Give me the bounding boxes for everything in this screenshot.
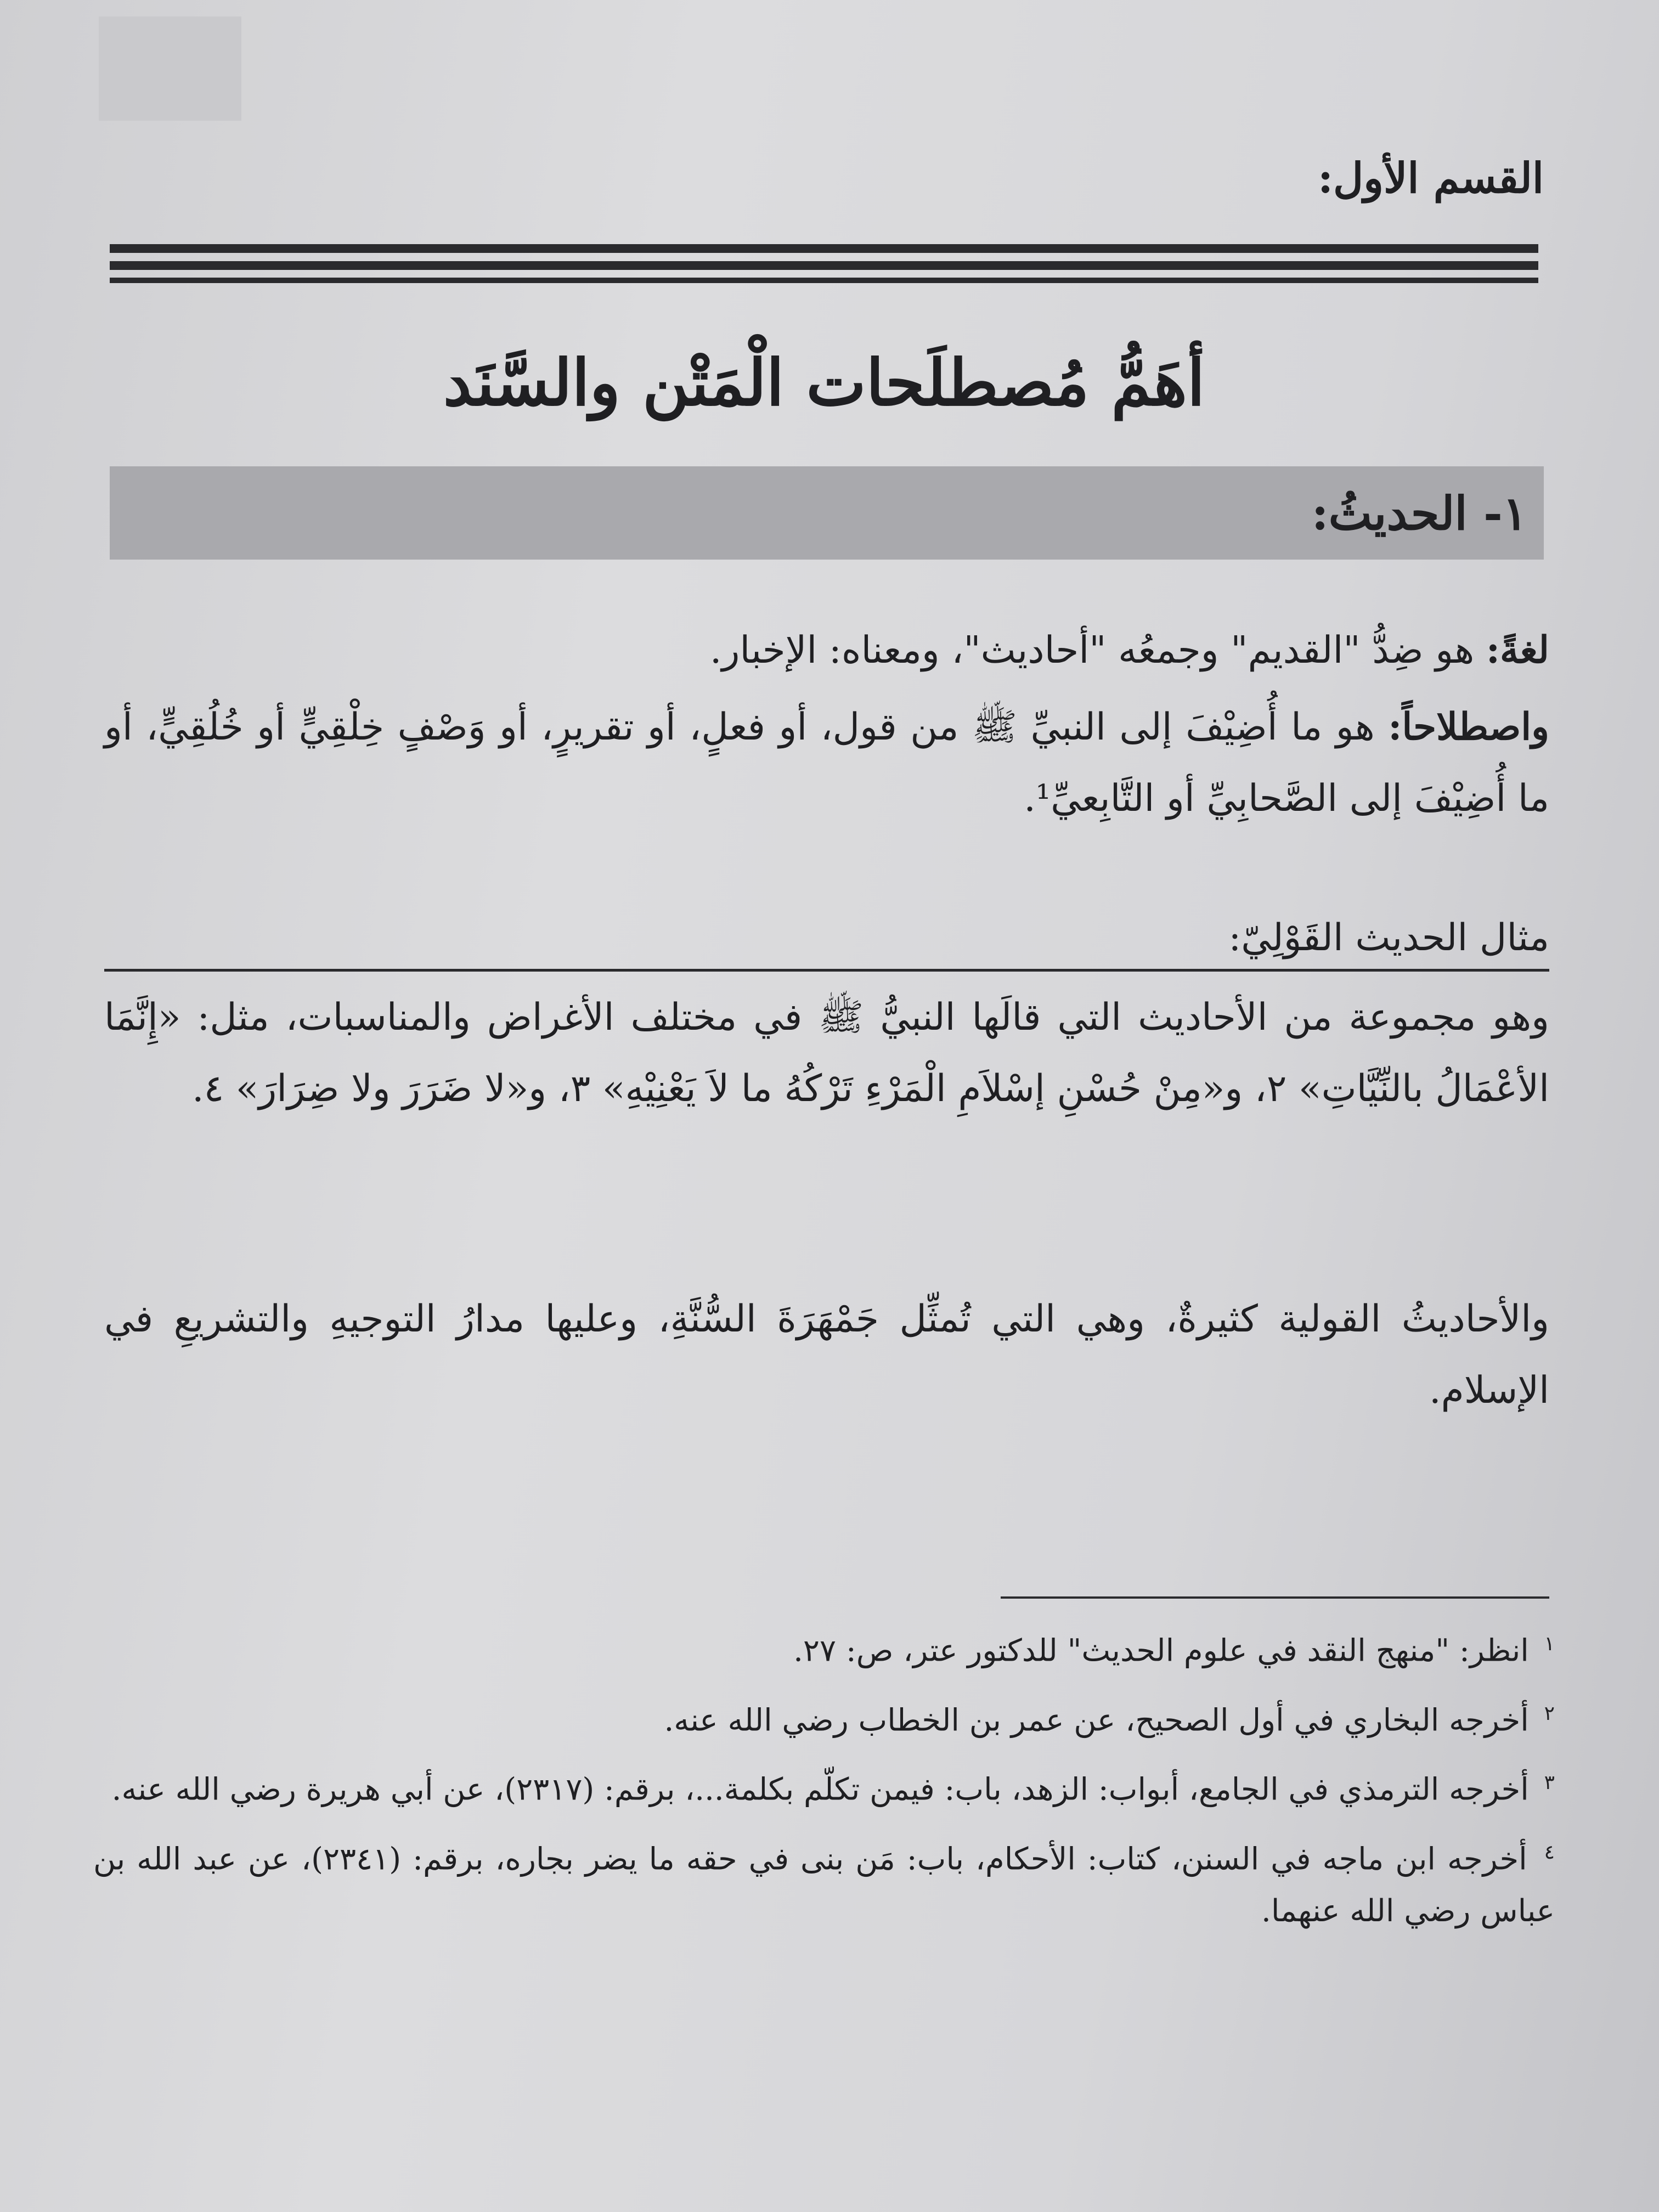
footnote-item — [93, 1618, 1555, 1677]
footnote-item — [93, 1827, 1555, 1937]
example-label: مثال الحديث القَوْلِيّ: — [104, 911, 1549, 972]
lugha-term: لغةً: — [1486, 628, 1549, 672]
qawli-hadith-paragraph: والأحاديثُ القولية كثيرةٌ، وهي التي تُمثِّل جَمْهَرَةَ السُّنَّةِ، وعليها مدارُ التوجيهِ والتشريعِ في الإسلام. — [104, 1297, 1549, 1412]
footnote-text: انظر: "منهج النقد في علوم الحديث" للدكتور عتر، ص: ٢٧. — [793, 1633, 1529, 1669]
lugha-paragraph — [104, 614, 1549, 686]
istilah-paragraph — [104, 691, 1549, 834]
chapter-title: أهَمُّ مُصطلَحات الْمَتْن والسَّنَد — [443, 346, 1205, 420]
footnote-item — [93, 1688, 1555, 1747]
title-rule-middle — [110, 261, 1538, 270]
running-header-block — [99, 16, 241, 121]
subheading: ١- الحديثُ: — [1311, 486, 1527, 540]
istilah-term: واصطلاحاً: — [1388, 705, 1549, 749]
lugha-text: هو ضِدُّ "القديم" وجمعُه "أحاديث"، ومعناه: الإخبار. — [709, 629, 1475, 672]
footnote-number: ٢ — [1544, 1702, 1555, 1725]
footnote-text: أخرجه ابن ماجه في السنن، كتاب: الأحكام، باب: مَن بنى في حقه ما يضر بجاره، برقم: (٢٣٤١)، عن عبد الله بن عباس رضي الله عنهما. — [93, 1841, 1555, 1929]
footnote-separator — [1001, 1596, 1549, 1599]
title-rule-bottom — [110, 278, 1538, 283]
subheading-band — [110, 466, 1544, 560]
footnote-number: ٤ — [1544, 1841, 1555, 1864]
footnote-number: ٣ — [1544, 1771, 1555, 1795]
section-label: القسم الأول: — [1318, 154, 1544, 202]
istilah-text: هو ما أُضِيْفَ إلى النبيِّ ﷺ من قول، أو فعلٍ، أو تقريرٍ، أو وَصْفٍ خِلْقِيٍّ أو خُلُقِيٍّ، أو ما أُضِيْفَ إلى الصَّحابِيِّ أو التَّابِعيِّ¹. — [104, 706, 1549, 820]
footnote-number: ١ — [1544, 1633, 1555, 1655]
footnote-text: أخرجه البخاري في أول الصحيح، عن عمر بن الخطاب رضي الله عنه. — [664, 1702, 1529, 1739]
example-paragraph: وهو مجموعة من الأحاديث التي قالَها النبيُّ ﷺ في مختلف الأغراض والمناسبات، مثل: «إِنَّمَا الأعْمَالُ بالنِّيَّاتِ» ٢، و«مِنْ حُسْنِ إسْلاَمِ الْمَرْءِ تَرْكُهُ ما لاَ يَعْنِيْهِ» ٣، و«لا ضَرَرَ ولا ضِرَارَ» ٤. — [104, 996, 1549, 1110]
title-rule-top — [110, 244, 1538, 253]
footnotes-list — [93, 1618, 1555, 1948]
footnote-text: أخرجه الترمذي في الجامع، أبواب: الزهد، باب: فيمن تكلّم بكلمة...، برقم: (٢٣١٧)، عن أبي هريرة رضي الله عنه. — [111, 1771, 1529, 1808]
footnote-item — [93, 1757, 1555, 1816]
